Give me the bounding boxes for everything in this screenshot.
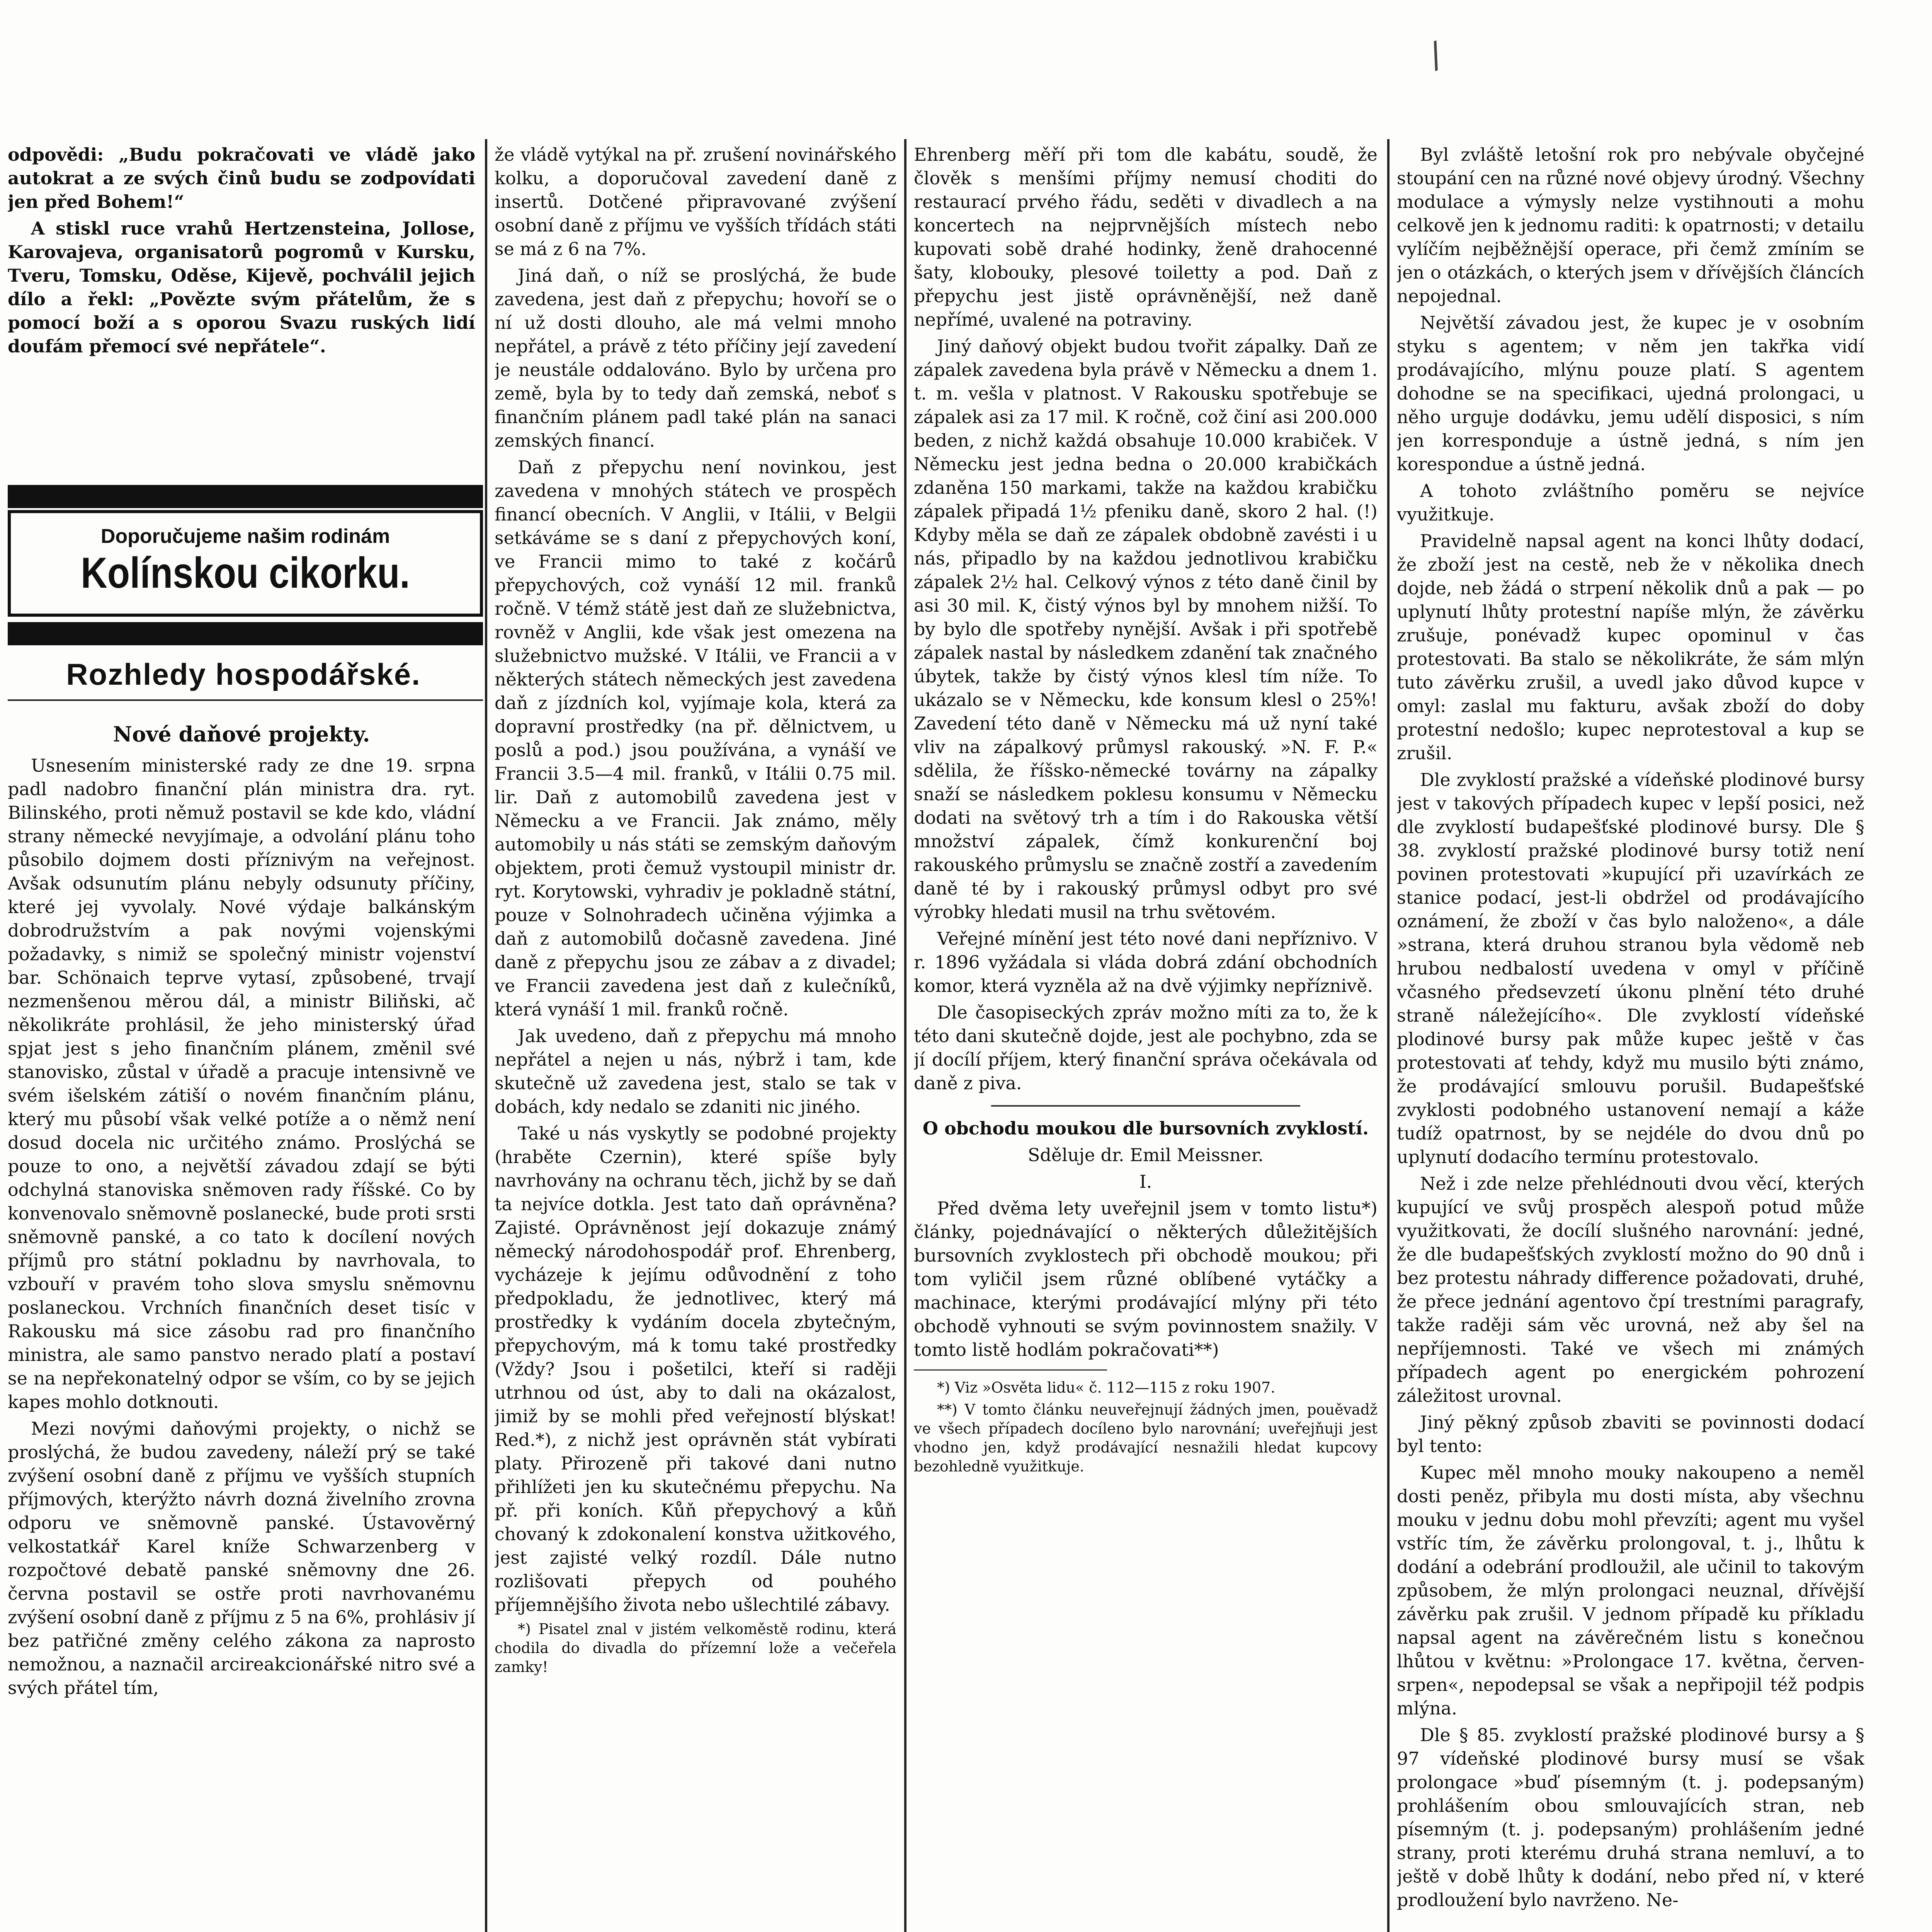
section-underline — [8, 699, 483, 701]
article-paragraph: Jiná daň, o níž se proslýchá, že bude zavedena, jest daň z přepychu; hovoří se o ní už dosti dlouho, ale má velmi mnoho nepřátel, a právě z této příčiny její zavedení je neustále oddalováno. Bylo by určena pro země, byla by to tedy daň zemská, neboť s finančním plánem padl také plán na sanaci zemských financí. — [495, 265, 896, 451]
article-paragraph: Byl zvláště letošní rok pro nebývale obyčejné stoupání cen na různé nové objevy úrodný. Všechny modulace a výmysly nelze vystihnouti a mohu celkově jen k jednomu raditi: k opatrnosti; v detailu vylíčím nejběžnější operace, při čemž zmíním se jen o otázkách, o kterých jsem v dřívějších článcích nepojednal. — [1397, 144, 1864, 306]
top-mark: / — [1423, 34, 1448, 77]
intro-paragraph-2: A stiskl ruce vrahů Hertzensteina, Jollose, Karovajeva, organisatorů pogromů v Kursku, Tveru, Tomsku, Oděse, Kijevě, pochválil jejich dílo a řekl: „Povězte svým přátelům, že s pomocí boží a s oporou Svazu ruských lidí doufám přemocí své nepřátele“. — [8, 218, 475, 357]
column-rule-1 — [485, 139, 487, 1932]
intro-paragraph: odpovědi: „Budu pokračovati ve vládě jako autokrat a ze svých činů budu se zodpovídati jen před Bohem!“ — [8, 144, 475, 212]
article-paragraph: Jiný pěkný způsob zbaviti se povinnosti dodací byl tento: — [1397, 1412, 1864, 1456]
mill-article-title: O obchodu moukou dle bursovních zvyklostí. — [922, 1118, 1369, 1139]
article-paragraph: Dle časopiseckých zpráv možno míti za to, že k této dani skutečně dojde, jest ale pochybno, zda se jí docílí příjem, který finanční správa očekávala od daně z piva. — [914, 1002, 1378, 1094]
article-paragraph: Dle § 85. zvyklostí pražské plodinové bursy a § 97 vídeňské plodinové bursy musí se však prolongace »buď písemným (t. j. podepsaným) prohlášením obou smlouvajících stran, neb písemným (t. j. podepsaným) prohlášením jedné strany, proti kterému druhá strana nemluví, a to ještě v době lhůty k dodání, nebo před ní, v které prodloužení bylo navrženo. Ne- — [1397, 1725, 1864, 1910]
article-paragraph: Dle zvyklostí pražské a vídeňské plodinové bursy jest v takových případech kupec v lepší posici, než dle zvyklostí budapešťské plodinové bursy. Dle § 38. zvyklostí pražské plodinové bursy totiž není povinen protestovati »kupující při uzavírkách ze stanice podací, jest-li obdržel od prodávajícího oznámení, že zboží v čas bylo naloženo«, a dále »strana, která druhou stranou byla vědomě neb hrubou nedbalostí uvedena v omyl v příčině včasného předsevzetí úkonu plnění této druhé straně náležejícího«. Dle zvyklostí vídeňské plodinové bursy pak může kupec ještě v čas protestovati ať tehdy, když mu musilo býti známo, že prodávající smlouvu porušil. Budapešťské zvyklosti podobného ustanovení nemají a káže tudíž opatrnost, by se nejdéle do dvou dnů po uplynutí dodacího termínu protestovalo. — [1397, 769, 1864, 1167]
article-paragraph: Největší závadou jest, že kupec je v osobním styku s agentem; v něm jen takřka vidí prodávajícího, mlýnu pouze platí. S agentem dohodne se na specifikaci, ujedná prolongaci, u něho urguje dodávku, jemu udělí disposici, s ním jen korrespondujе a ústně jedná, s ním jen korespondue a ústně jedná. — [1397, 312, 1864, 474]
ad-bar-top — [8, 485, 483, 508]
article-paragraph: Před dvěma lety uveřejnil jsem v tomto listu*) články, pojednávající o některých důležitějších bursovních zvyklostech při obchodě moukou; při tom vyličil jsem různé oblíbené vytáčky a machinace, kterými prodávající mlýny při této obchodě vyhnouti se svým povinnostem snažily. V tomto listě hodlám pokračovati**) — [914, 1198, 1378, 1360]
column-rule-3 — [1387, 139, 1389, 1932]
section-heading: Rozhledy hospodářské. — [66, 657, 421, 691]
article-paragraph: Jak uvedeno, daň z přepychu má mnoho nepřátel a nejen u nás, nýbrž i tam, kde skutečně už zavedena jest, stalo se tak v dobách, kdy nedalo se zdaniti nic jiného. — [495, 1026, 896, 1117]
article-title: Nové daňové projekty. — [113, 723, 370, 747]
article-separator — [991, 1105, 1300, 1107]
footnote-separator — [914, 1369, 1107, 1371]
article-paragraph: Než i zde nelze přehlédnouti dvou věcí, kterých kupující ve svůj prospěch alespoň potud může využitkovati, že docílí slušného narovnání: jedné, že dle budapešťských zvyklostí možno do 90 dnů i bez protestu náhrady difference požadovati, druhé, že přece jednání agentovo čpí trestními paragrafy, takže raději sám věc urovná, než aby šel na nepříjemnosti. Také ve všech mi známých případech agent po energickém pohrození záležitost urovnal. — [1397, 1173, 1864, 1406]
mill-article-part: I. — [1139, 1171, 1152, 1192]
column-1-top — [8, 143, 475, 483]
footnote: **) V tomto článku neuveřejnují žádných jmen, pouěvadž ve všech případech docíleno bylo narovnání; uveřejňuji jest vhodno jen, když prodávající nesnažili hledat kupcovy bezohledně využitkuje. — [914, 1401, 1378, 1475]
column-3-article — [914, 143, 1378, 1932]
article-paragraph: Veřejné mínění jest této nové dani nepříznivo. V r. 1896 vyžádala si vláda dobrá zdání obchodních komor, která vyzněla až na dvě výjimky nepříznivě. — [914, 928, 1378, 996]
article-paragraph: Daň z přepychu není novinkou, jest zavedena v mnohých státech ve prospěch financí obecních. V Anglii, v Itálii, v Belgii setkáváme se s daní z přepychových koní, ve Francii mimo to také z kočárů přepychových, což vynáší 12 mil. franků ročně. V témž státě jest daň ze služebnictva, rovněž v Anglii, kde však jest omezena na služebnictvo mužské. V Itálii, ve Francii a v některých státech německých jest zavedena daň z jízdních kol, vyjímaje kola, která za dopravní prostředky (na př. dělnictvem, u poslů a pod.) jsou používána, a vynáší ve Francii 3.5—4 mil. franků, v Itálii 0.75 mil. lir. Daň z automobilů zavedena jest v Německu a ve Francii. Jak známo, měly automobily u nás státi se zemským daňovým objektem, proti čemuž vystoupil ministr dr. ryt. Korytowski, vyhradiv je pokladně státní, pouze v Solnohradech učiněna výjimka a daň z automobilů dočasně zavedena. Jiné daně z přepychu jsou ze zábav a z divadel; ve Francii zavedena jest daň z kulečníků, která vynáší 1 mil. franků ročně. — [495, 457, 896, 1020]
column-2-article — [495, 143, 896, 1932]
article-paragraph: že vládě vytýkal na př. zrušení novinářského kolku, a doporučoval zavedení daně z insertů. Dotčené připravované zvýšení osobní daně z příjmu ve vyšších třídách státi se má z 6 na 7%. — [495, 144, 896, 259]
mill-article-byline: Sděluje dr. Emil Meissner. — [1027, 1145, 1264, 1165]
article-paragraph: Mezi novými daňovými projekty, o nichž se proslýchá, že budou zavedeny, náleží prý se také zvýšení osobní daně z příjmu ve vyšších stupních příjmových, kterýžto návrh dozná živelního zrovna odporu ve sněmovně panské. Ústavověrný velkostatkář Karel kníže Schwarzenberg v rozpočtové debatě panské sněmovny dne 26. června postavil se ostře proti navrhovanému zvýšení osobní daně z příjmu z 5 na 6%, prohlásiv jí bez patřičné změny celého zákona za naprosto nemožnou, a naznačil arcireakcionářské nitro své a svých přátel tím, — [8, 1418, 475, 1698]
column-rule-2 — [904, 139, 906, 1932]
ad-line-2: Kolínskou cikorku. — [81, 549, 410, 597]
article-paragraph: Kupec měl mnoho mouky nakoupeno a neměl dosti peněz, přibyla mu dosti místa, aby všechnu mouku v jednu dobu mohl převzíti; agent mu vyšel vstříc tím, že závěrku prolongoval, t. j., lhůtu k dodání a odebrání prodloužil, ale učinil to takovým způsobem, že mlýn prolongaci neuznal, dřívější závěrku pak zrušil. V jednom případě ku příkladu napsal agent na závěrečném listu s konečnou lhůtou v květnu: »Prolongace 17. května, červen-srpen«, nepodepsal se však a nepřipojil též podpis mlýna. — [1397, 1462, 1864, 1719]
article-paragraph: A tohoto zvláštního poměru se nejvíce využitkuje. — [1397, 480, 1864, 525]
ad-bar-bottom — [8, 622, 483, 645]
article-paragraph: Pravidelně napsal agent na konci lhůty dodací, že zboží jest na cestě, neb že v několika dnech dojde, neb žádá o strpení několik dnů a pak — po uplynutí lhůty protestní napíše mlýn, že závěrku zrušuje, ponévadž kupec opominul v čas protestovati. Ba stalo se několikráte, že sám mlýn tuto závěrku zrušil, a uvedl jako důvod kupce v omyl: zaslal mu fakturu, avšak zboží do doby protestní nedošlo; kupec neprotestoval a kup se zrušil. — [1397, 531, 1864, 764]
footnote: *) Viz »Osvěta lidu« č. 112—115 z roku 1907. — [937, 1379, 1276, 1396]
column-1-article — [8, 723, 475, 1932]
ad-line-1: Doporučujeme našim rodinám — [100, 525, 390, 548]
advertisement — [8, 510, 483, 617]
article-paragraph: Také u nás vyskytly se podobné projekty (hraběte Czernin), které spíše byly navrhovány na ochranu těch, jichž by se daň ta nejvíce dotkla. Jest tato daň oprávněna? Zajisté. Oprávněnost její dokazuje známý německý národohospodář prof. Ehrenberg, vycházeje k jejímu odůvodnění z toho předpokladu, že jednotlivec, který má prostředky k vydáním docela zbytečným, přepychovým, má k tomu také prostředky (Vždy? Jsou i pošetilci, kteří si raději utrhnou od úst, aby to dali na okázalost, jimiž by se mohli před veřejností blýskat! Red.*), z nichž jest oprávněn stát vybírati platy. Přirozeně při takové dani nutno přihlížeti jen ku skutečnému přepychu. Na př. při koních. Kůň přepychový a kůň chovaný k zdokonalení konstva užitkového, jest zajisté velký rozdíl. Dále nutno rozlišovati přepych od pouhého příjemnějšího života nebo ušlechtilé zábavy. — [495, 1123, 896, 1615]
article-paragraph: Jiný daňový objekt budou tvořit zápalky. Daň ze zápalek zavedena byla právě v Německu a dnem 1. t. m. vešla v platnost. V Rakousku spotřebuje se zápalek asi za 17 mil. K ročně, což činí asi 200.000 beden, z nichž každá obsahuje 10.000 krabiček. V Německu jest jedna bedna o 20.000 krabičkách zdaněna 150 markami, takže na každou krabičku zápalek připadá 1½ pfeniku daně, skoro 2 hal. (!) Kdyby měla se daň ze zápalek obdobně zavésti i u nás, připadlo by na každou jednotlivou krabičku zápalek 2½ hal. Celkový výnos z této daně činil by asi 30 mil. K, čistý výnos byl by mnohem nižší. To by bylo dle spotřeby nynější. Avšak i při spotřebě zápalek nastal by následkem zdanění tak značného úbytek, takže by čistý výnos klesl tím níže. To ukázalo se v Německu, kde konsum klesl o 25%! Zavedení této daně v Německu má už nyní také vliv na zápalkový průmysl rakouský. »N. F. P.« sdělila, že říšsko-německé továrny na zápalky snaží se následkem poklesu konsumu v Německu dodati na světový trh a tím i do Rakouska větší množství zápalek, čímž konkurenční boj rakouského průmyslu se značně zostří a zavedením daně té by i rakouský průmysl odbyt pro své výrobky hledati musil na trhu světovém. — [914, 336, 1378, 922]
column-4-article — [1397, 143, 1864, 1932]
article-paragraph: Ehrenberg měří při tom dle kabátu, soudě, že člověk s menšími příjmy nemusí choditi do restaurací prvého řádu, seděti v divadlech a na koncertech na nejprvnějších místech nebo kupovati sobě drahé hodinky, ženě drahocenné šaty, klobouky, plesové toiletty a pod. Daň z přepychu jest jistě oprávněnější, než daně nepřímé, uvalené na potraviny. — [914, 144, 1378, 330]
article-paragraph: Usnesením ministerské rady ze dne 19. srpna padl nadobro finanční plán ministra dra. ryt. Bilinského, proti němuž postavil se kde kdo, vládní strany německé nevyjímaje, a odvolání plánu toho působilo dojmem dosti příznivým na veřejnost. Avšak odsunutím plánu nebyly odsunuty příčiny, které jej vyvolaly. Nové výdaje balkánským dobrodružstvím a pak novými vojenskými požadavky, s nimiž se společný ministr vojenství bar. Schönaich teprve vytasí, způsobené, trvají nezmenšenou měrou dál, a ministr Biliňski, ač několikráte prohlásil, že jeho ministerský úřad spjat jest s jeho finančním plánem, změnil své stanovisko, zůstal v úřadě a pracuje intensivně ve svém išelském zátiší o novém finančním plánu, který mu působí však velké potíže a o němž není dosud docela nic určitého známo. Proslýchá se pouze to ono, a největší závadou zdají se býti odchylná stanoviska sněmoven rady říšské. Co by konvenovalo sněmovně poslanecké, bude proti srsti sněmovně panské, a co tato k docílení nových příjmů pro státní pokladnu by navrhovala, to vzbouří v pravém toho slova smyslu sněmovnu poslaneckou. Vrchních finančních deset tisíc v Rakousku má sice zásobu rad pro finančního ministra, ale samo panstvo nerado platí a postaví se na nepřekonatelný odpor se vším, co by se jejich kapes mohlo dotknouti. — [8, 755, 475, 1412]
column-2-footnote: *) Pisatel znal v jistém velkoměstě rodinu, která chodila do divadla do přízemní lože a večeřela zamky! — [495, 1621, 896, 1675]
